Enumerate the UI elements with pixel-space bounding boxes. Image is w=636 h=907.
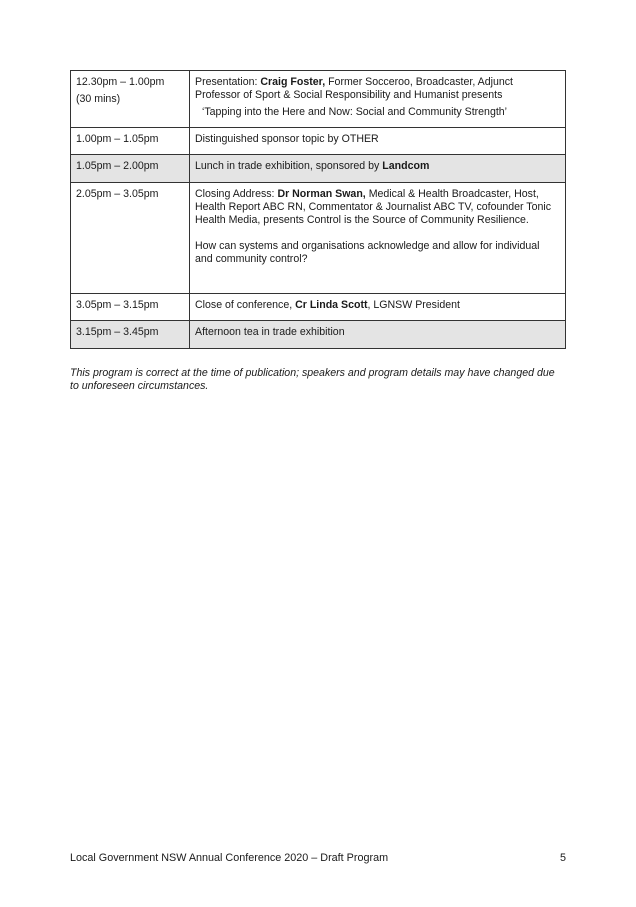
speaker-name: Cr Linda Scott: [295, 299, 368, 311]
time-cell: 2.05pm – 3.05pm: [71, 183, 190, 294]
sponsor-name: Landcom: [382, 160, 430, 172]
program-table: [70, 70, 566, 349]
time-cell: 1.05pm – 2.00pm: [71, 155, 190, 183]
disclaimer-note: This program is correct at the time of publication; speakers and program details may have changed due to unforeseen circumstances.: [70, 367, 555, 392]
time-cell: 3.05pm – 3.15pm: [71, 294, 190, 321]
program-row: [71, 155, 566, 183]
session-description: Lunch in trade exhibition, sponsored by Landcom: [190, 155, 566, 183]
program-row: [71, 71, 566, 128]
time-cell: 3.15pm – 3.45pm: [71, 321, 190, 349]
time-range: 12.30pm – 1.00pm: [76, 76, 165, 88]
session-description: Distinguished sponsor topic by OTHER: [190, 128, 566, 155]
session-text: Closing Address: Dr Norman Swan, Medical & Health Broadcaster, Host, Health Report ABC RN, Commentator & Journalist ABC TV, cofounder Tonic Health Media, presents Control is the Source of Community Resilience.: [195, 188, 552, 226]
page-number: 5: [560, 852, 567, 864]
session-description: [190, 183, 566, 294]
time-cell: 1.00pm – 1.05pm: [71, 128, 190, 155]
footer-title: Local Government NSW Annual Conference 2020 – Draft Program: [70, 852, 389, 864]
session-description: [190, 71, 566, 128]
program-row: [71, 183, 566, 294]
time-cell: [71, 71, 190, 128]
session-description: Close of conference, Cr Linda Scott, LGNSW President: [190, 294, 566, 321]
program-row: [71, 128, 566, 155]
speaker-name: Craig Foster,: [260, 76, 326, 88]
session-duration: (30 mins): [76, 93, 121, 105]
program-row: [71, 294, 566, 321]
session-text: Presentation: Craig Foster, Former Socceroo, Broadcaster, Adjunct Professor of Sport & Social Responsibility and Humanist presents: [195, 76, 513, 101]
session-question: How can systems and organisations acknowledge and allow for individual and community control?: [195, 240, 540, 265]
presentation-title: ‘Tapping into the Here and Now: Social and Community Strength’: [202, 106, 508, 118]
speaker-name: Dr Norman Swan,: [277, 188, 366, 200]
session-description: Afternoon tea in trade exhibition: [190, 321, 566, 349]
program-row: [71, 321, 566, 349]
